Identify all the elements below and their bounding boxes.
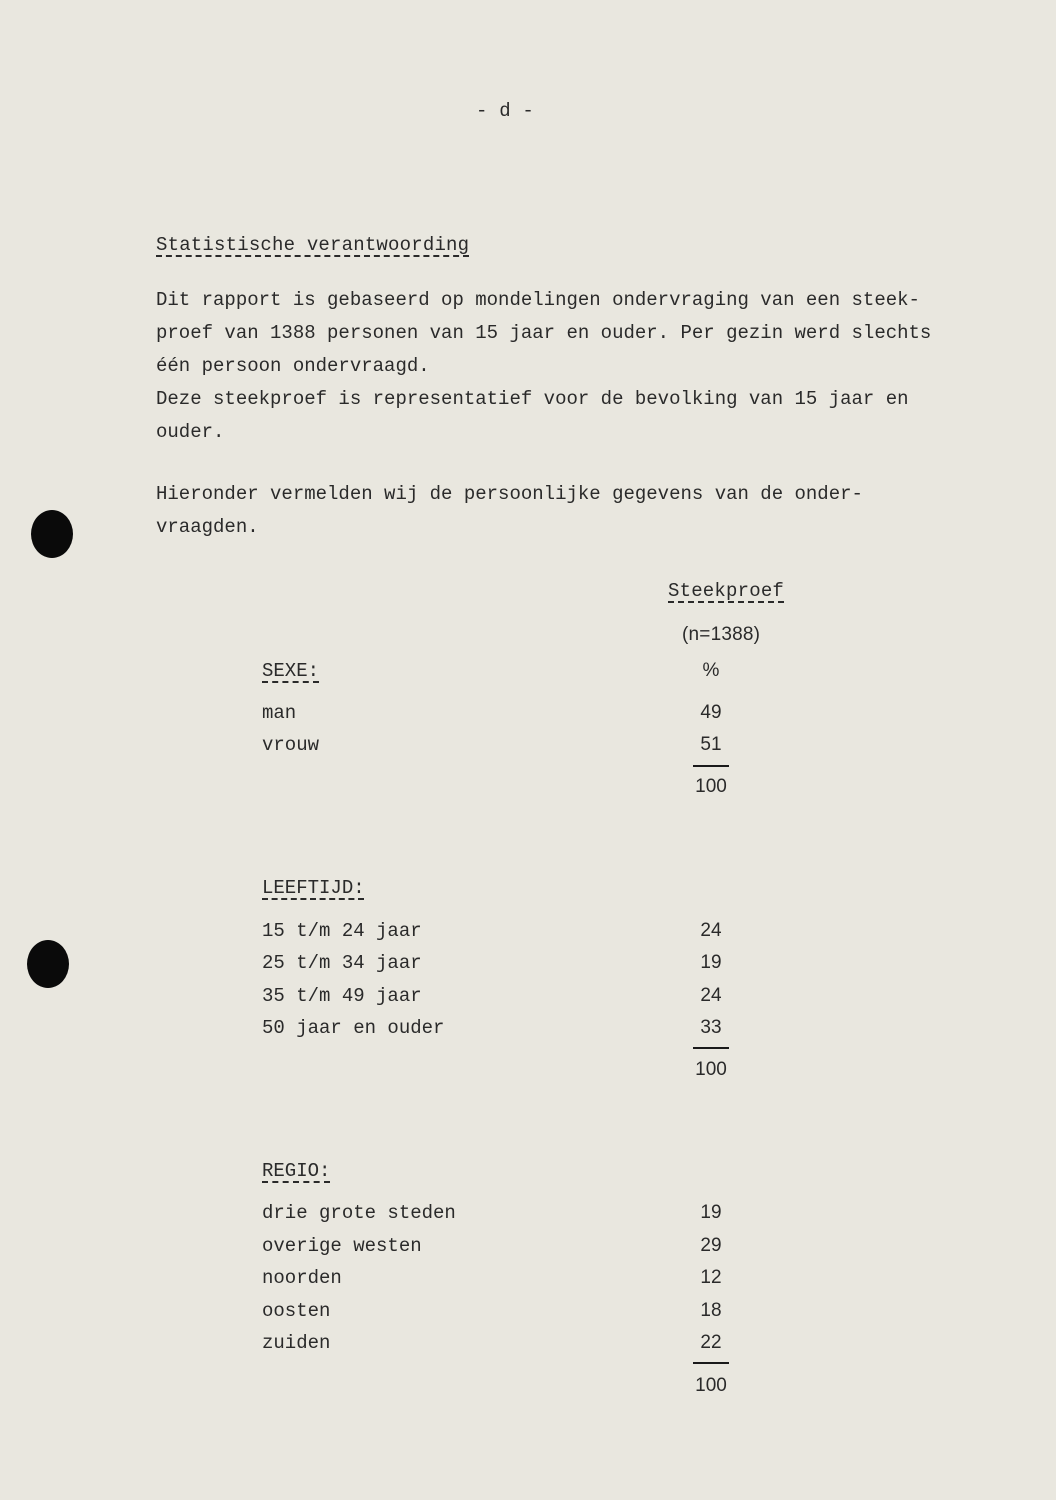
page-number: - d - [476,100,535,122]
punch-hole [27,940,69,988]
row-label: 50 jaar en ouder [262,1017,445,1039]
row-label: 15 t/m 24 jaar [262,920,422,942]
row-value: 18 [700,1300,722,1321]
row-label: 25 t/m 34 jaar [262,952,422,974]
row-value: 12 [700,1267,722,1288]
leeftijd-title: LEEFTIJD: [262,877,365,899]
total-rule [693,765,729,767]
sexe-title: SEXE: [262,660,320,682]
total-rule [693,1047,729,1049]
row-value: 19 [700,952,722,973]
row-value: 24 [700,985,722,1006]
total-rule [693,1362,729,1364]
total-value: 100 [695,1375,727,1396]
row-label: overige westen [262,1235,422,1257]
row-value: 19 [700,1202,722,1223]
text-line: proef van 1388 personen van 15 jaar en ouder. Per gezin werd slechts [156,322,932,344]
row-value: 51 [700,734,722,755]
row-value: 24 [700,920,722,941]
text-line: vraagden. [156,516,259,538]
row-value: 22 [700,1332,722,1353]
unit-label: % [702,660,720,681]
total-value: 100 [695,776,727,797]
below-paragraph [156,478,956,544]
column-sample-size: (n=1388) [682,624,761,645]
text-line: Dit rapport is gebaseerd op mondelingen ondervraging van een steek- [156,289,920,311]
punch-hole [31,510,73,558]
regio-title: REGIO: [262,1160,331,1182]
row-label: 35 t/m 49 jaar [262,985,422,1007]
row-value: 33 [700,1017,722,1038]
row-label: zuiden [262,1332,331,1354]
intro-paragraph [156,284,956,449]
row-label: noorden [262,1267,342,1289]
text-line: één persoon ondervraagd. [156,355,430,377]
column-title: Steekproef [668,580,785,602]
text-line: Hieronder vermelden wij de persoonlijke gegevens van de onder- [156,483,863,505]
total-value: 100 [695,1059,727,1080]
row-label: vrouw [262,734,320,756]
text-line: ouder. [156,421,225,443]
row-value: 49 [700,702,722,723]
text-line: Deze steekproef is representatief voor de bevolking van 15 jaar en [156,388,909,410]
row-value: 29 [700,1235,722,1256]
row-label: oosten [262,1300,331,1322]
section-heading: Statistische verantwoording [156,234,470,256]
row-label: drie grote steden [262,1202,456,1224]
row-label: man [262,702,297,724]
